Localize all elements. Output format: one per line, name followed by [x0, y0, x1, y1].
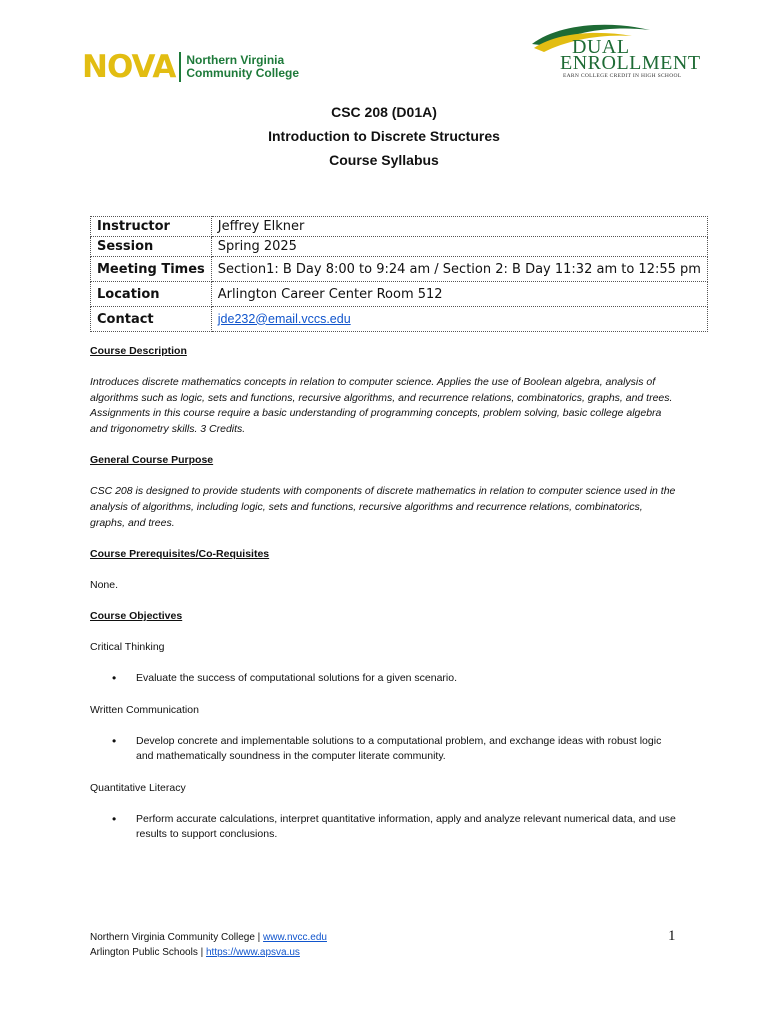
session-value: Spring 2025 — [211, 237, 707, 257]
nova-college-line1: Northern Virginia — [186, 53, 285, 67]
list-item: • Develop concrete and implementable solutions to a computational problem, and exchange ideas with robust logic and mathematically soundness in the computer literate community. — [90, 734, 680, 765]
nvcc-link[interactable]: www.nvcc.edu — [263, 932, 327, 943]
objective-list — [90, 812, 680, 843]
course-purpose-text: CSC 208 is designed to provide students with components of discrete mathematics in relation to computer science used in the analysis of algorithms, including logic, sets and functions, recursive algorithms and recurrence relations, combinatorics, graphs, and trees. — [90, 485, 676, 529]
footer-line-nvcc — [90, 930, 327, 945]
location-value: Arlington Career Center Room 512 — [211, 282, 707, 307]
objectives-heading: Course Objectives — [90, 610, 183, 623]
objective-category: Written Communication — [90, 703, 199, 716]
syllabus-body — [90, 344, 680, 843]
nova-wordmark: NOVA — [82, 49, 176, 85]
de-wordmark-line2: ENROLLMENT — [560, 52, 701, 74]
table-row — [91, 217, 708, 237]
de-tagline: EARN COLLEGE CREDIT IN HIGH SCHOOL — [563, 73, 682, 79]
list-item: • Evaluate the success of computational solutions for a given scenario. — [90, 671, 680, 687]
course-description-heading: Course Description — [90, 345, 187, 357]
objective-list — [90, 734, 680, 765]
nova-logo — [82, 50, 299, 84]
objective-category: Quantitative Literacy — [90, 781, 186, 794]
contact-value — [211, 307, 707, 332]
course-description-text: Introduces discrete mathematics concepts in relation to computer science. Applies the use of Boolean algebra, analysis of algorithms such as logic, sets and functions, recursive algorithms, and recurrence relations, combinatorics, graphs, and trees. Assignments in this course require a basic understanding of programming concepts, problem solving, basic college algebra and trigonometry skills. 3 Credits. — [90, 376, 673, 435]
de-wordmark-line1: DUAL — [572, 36, 630, 58]
session-label: Session — [91, 237, 212, 257]
course-code: CSC 208 (D01A) — [331, 104, 437, 120]
footer-line-aps — [90, 945, 327, 960]
nova-logo-divider — [179, 52, 181, 82]
contact-email-link[interactable]: jde232@email.vccs.edu — [217, 311, 351, 326]
course-purpose-heading: General Course Purpose — [90, 454, 214, 467]
meeting-times-value: Section1: B Day 8:00 to 9:24 am / Section 2: B Day 11:32 am to 12:55 pm — [211, 257, 707, 282]
course-name: Introduction to Discrete Structures — [268, 128, 500, 144]
prerequisites-text: None. — [90, 578, 119, 591]
contact-label: Contact — [91, 307, 212, 332]
location-label: Location — [91, 282, 212, 307]
objective-list — [90, 671, 680, 687]
table-row — [91, 237, 708, 257]
page-number: 1 — [668, 928, 676, 944]
table-row — [91, 282, 708, 307]
prerequisites-heading: Course Prerequisites/Co-Requisites — [90, 547, 270, 560]
dual-enrollment-logo — [528, 22, 701, 84]
apsva-link[interactable]: https://www.apsva.us — [206, 947, 300, 958]
title-block — [0, 104, 768, 176]
instructor-label: Instructor — [91, 217, 212, 237]
table-row — [91, 257, 708, 282]
footer-nvcc-text: Northern Virginia Community College | — [90, 932, 264, 943]
nova-college-name — [186, 54, 299, 80]
instructor-value: Jeffrey Elkner — [211, 217, 707, 237]
course-info-table — [90, 216, 708, 332]
page-footer — [90, 930, 327, 960]
objective-category: Critical Thinking — [90, 641, 165, 654]
document-type: Course Syllabus — [329, 152, 439, 168]
list-item: • Perform accurate calculations, interpret quantitative information, apply and analyze relevant numerical data, and use results to support conclusions. — [90, 812, 680, 843]
footer-aps-text: Arlington Public Schools | — [90, 947, 206, 958]
table-row — [91, 307, 708, 332]
nova-college-line2: Community College — [186, 66, 300, 80]
meeting-times-label: Meeting Times — [91, 257, 212, 282]
